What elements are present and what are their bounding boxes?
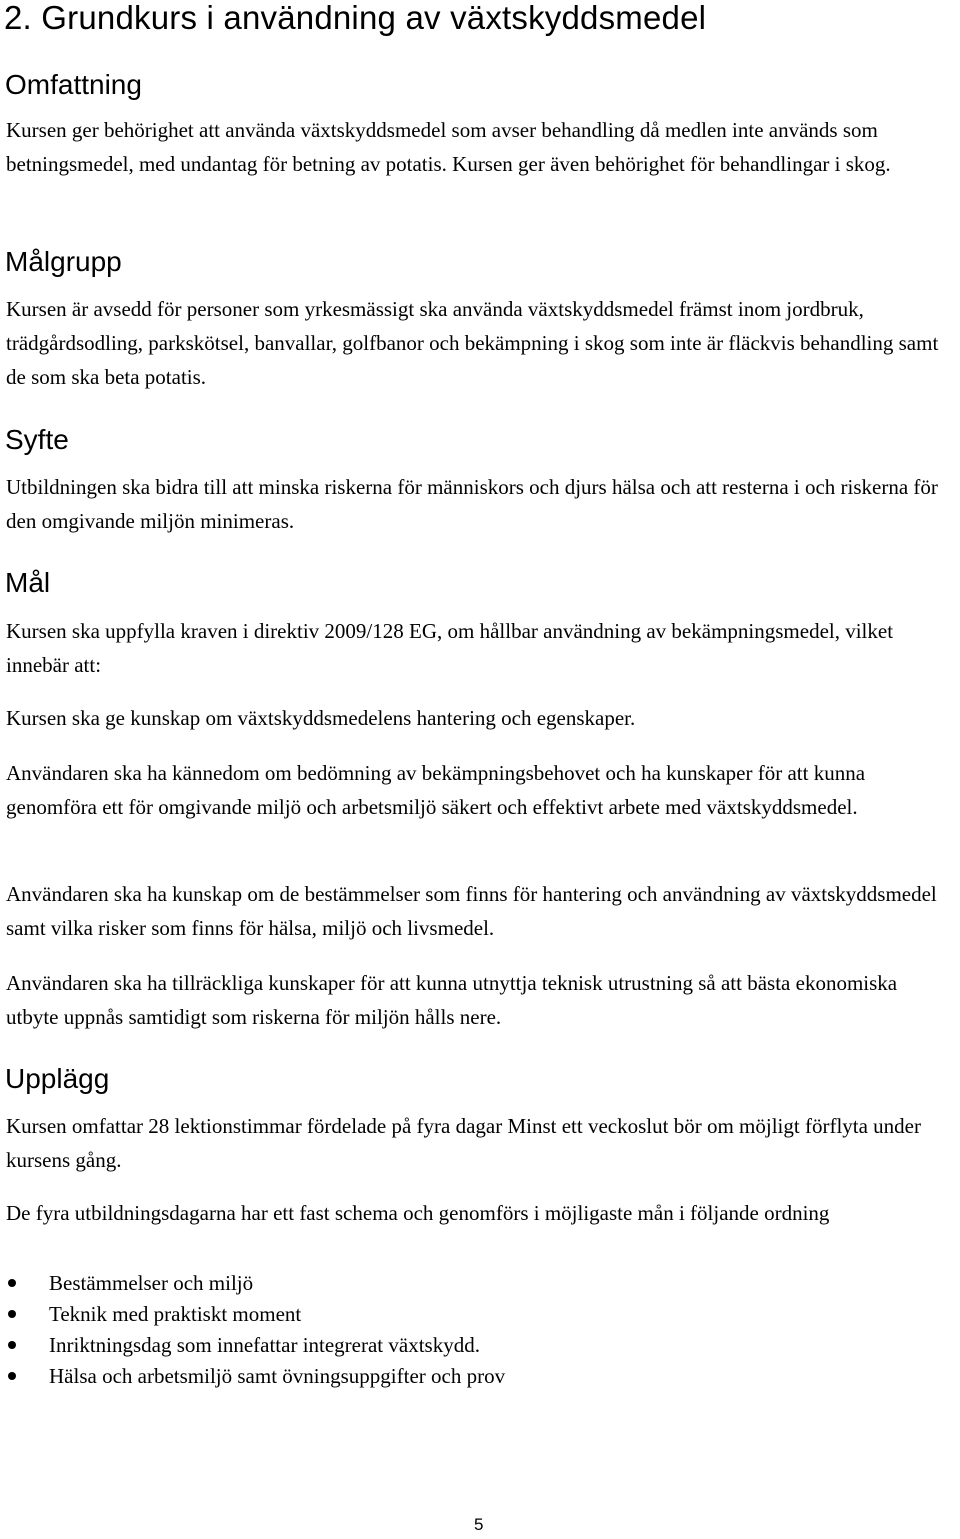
- paragraph-upplagg-2: De fyra utbildningsdagarna har ett fast schema och genomförs i möjligaste mån i följande ordning: [6, 1201, 830, 1225]
- paragraph-omfattning: Kursen ger behörighet att använda växtskyddsmedel som avser behandling då medlen inte används som betningsmedel, med undantag för betning av potatis. Kursen ger även behörighet för behandlingar i skog.: [6, 118, 891, 176]
- page-number: 5: [474, 1515, 484, 1534]
- list-item: [0, 1299, 505, 1330]
- list-item-label: Hälsa och arbetsmiljö samt övningsuppgifter och prov: [49, 1364, 506, 1388]
- paragraph-malgrupp: Kursen är avsedd för personer som yrkesmässigt ska använda växtskyddsmedel främst inom jordbruk, trädgårdsodling, parkskötsel, banvallar, golfbanor och bekämpning i skog som inte är fläckvis behandling samt de som ska beta potatis.: [6, 297, 939, 389]
- list-item-label: Teknik med praktiskt moment: [49, 1302, 302, 1326]
- heading-syfte: Syfte: [5, 424, 69, 455]
- bullet-icon: [8, 1310, 16, 1318]
- bullet-icon: [8, 1372, 16, 1380]
- paragraph-syfte: Utbildningen ska bidra till att minska riskerna för människors och djurs hälsa och att resterna i och riskerna för den omgivande miljön minimeras.: [6, 475, 938, 533]
- list-item: [0, 1330, 505, 1361]
- heading-malgrupp: Målgrupp: [5, 246, 122, 277]
- list-item: [0, 1268, 505, 1299]
- list-item-label: Bestämmelser och miljö: [49, 1271, 254, 1295]
- paragraph-mal-3: Användaren ska ha kunskap om de bestämmelser som finns för hantering och användning av växtskyddsmedel samt vilka risker som finns för hälsa, miljö och livsmedel.: [6, 882, 937, 940]
- paragraph-mal-intro: Kursen ska uppfylla kraven i direktiv 2009/128 EG, om hållbar användning av bekämpningsmedel, vilket innebär att:: [6, 619, 894, 677]
- paragraph-mal-2: Användaren ska ha kännedom om bedömning av bekämpningsbehovet och ha kunskaper för att kunna genomföra ett för omgivande miljö och arbetsmiljö säkert och effektivt arbete med växtskyddsmedel.: [6, 761, 866, 819]
- paragraph-mal-4: Användaren ska ha tillräckliga kunskaper för att kunna utnyttja teknisk utrustning så att bästa ekonomiska utbyte uppnås samtidigt som riskerna för miljön hålls nere.: [6, 971, 898, 1029]
- heading-mal: Mål: [5, 567, 51, 598]
- list-item-label: Inriktningsdag som innefattar integrerat växtskydd.: [49, 1333, 480, 1357]
- list-item: [0, 1361, 505, 1392]
- course-day-list: [0, 1268, 505, 1392]
- heading-omfattning: Omfattning: [5, 69, 142, 100]
- paragraph-upplagg-1: Kursen omfattar 28 lektionstimmar fördelade på fyra dagar Minst ett veckoslut bör om möjligt förflyta under kursens gång.: [6, 1114, 921, 1172]
- bullet-icon: [8, 1279, 16, 1287]
- bullet-icon: [8, 1341, 16, 1349]
- heading-upplagg: Upplägg: [5, 1063, 110, 1094]
- paragraph-mal-1: Kursen ska ge kunskap om växtskyddsmedelens hantering och egenskaper.: [6, 706, 636, 730]
- page-title: 2. Grundkurs i användning av växtskyddsmedel: [4, 0, 707, 36]
